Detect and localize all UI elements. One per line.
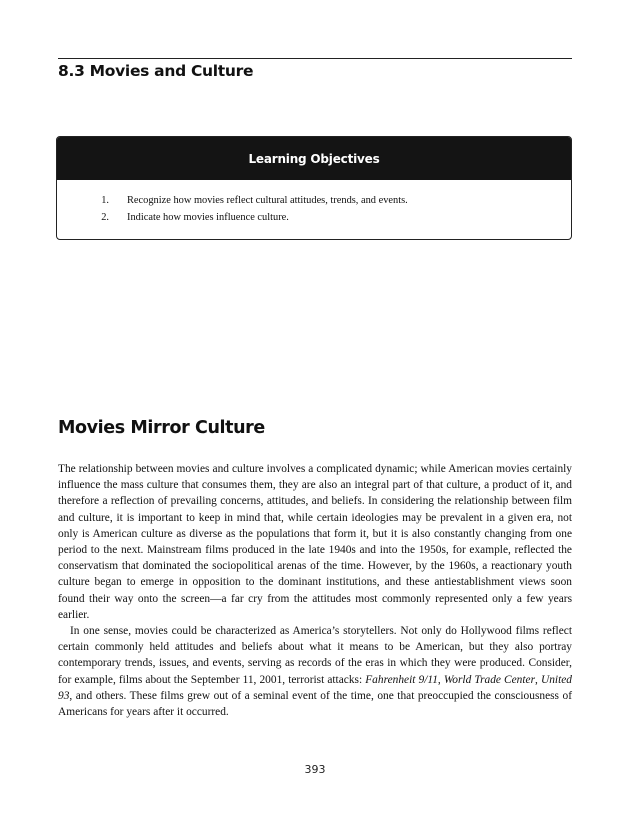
paragraph-2-tail: , and others. These films grew out of a seminal event of the time, one that preoccupied the consciousness of Americans for years after it occurred. (58, 689, 572, 719)
paragraph-1: The relationship between movies and culture involves a complicated dynamic; while American movies certainly influence the mass culture that consumes them, they are also an integral part of that culture, a product of it, and therefore a reflection of prevailing concerns, attitudes, and beliefs. In considering the relationship between film and culture, it is important to keep in mind that, while certain ideologies may be prevalent in a given era, not only is American culture as diverse as the populations that form it, but it is also constantly changing from one period to the next. Mainstream films produced in the late 1940s and into the 1950s, for example, reflected the conservatism that dominated the sociopolitical arenas of the time. However, by the 1960s, a reactionary youth culture began to emerge in opposition to the dominant institutions, and these antiestablishment views soon found their way onto the screen—a far cry from the attitudes most commonly represented only a few years earlier. (58, 463, 572, 621)
film-title-fahrenheit: Fahrenheit 9/11 (365, 673, 438, 686)
list-item (57, 192, 571, 209)
separator: , (535, 673, 541, 686)
subsection-title: Movies Mirror Culture (58, 418, 265, 438)
learning-objectives-box (56, 136, 572, 240)
film-title-world-trade-center: World Trade Center (443, 673, 536, 686)
body-text (58, 461, 572, 720)
section-title: 8.3 Movies and Culture (58, 62, 254, 80)
paragraph-2-lead: In one sense, movies could be characterized as America’s storytellers. Not only do Hollywood films reflect certain commonly held attitudes and beliefs about what it means to be American, but they also portray contemporary trends, issues, and events, serving as records of the eras in which they were produced. Consider, for example, films about the September 11, 2001, terrorist attacks: (58, 625, 572, 686)
film-title-united-93: United 93 (58, 673, 572, 702)
list-item-number: 1. (101, 195, 109, 206)
paragraph-2 (58, 623, 572, 720)
list-item-text: Indicate how movies influence culture. (127, 212, 289, 223)
learning-objectives-heading: Learning Objectives (57, 137, 571, 180)
list-item-number: 2. (101, 212, 109, 223)
header-rule (58, 58, 572, 59)
page-number: 393 (304, 763, 326, 776)
list-item-text: Recognize how movies reflect cultural attitudes, trends, and events. (127, 195, 408, 206)
separator: , (437, 673, 444, 686)
list-item (57, 209, 571, 226)
learning-objectives-list (57, 180, 571, 226)
